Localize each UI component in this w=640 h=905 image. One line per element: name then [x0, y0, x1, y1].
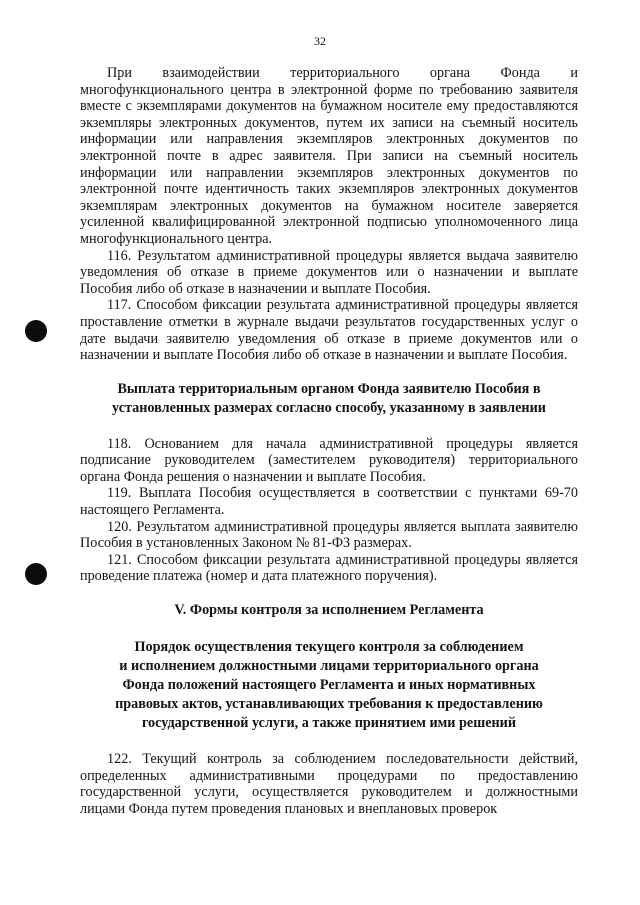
heading-line: Выплата территориальным органом Фонда заявителю Пособия в — [117, 380, 541, 397]
document-body — [80, 65, 578, 817]
heading-line: правовых актов, устанавливающих требования к предоставлению — [115, 696, 543, 713]
paragraph-116: 116. Результатом административной процедуры является выдача заявителю уведомления об отказе в приеме документов или о назначении и выплате Пособия либо об отказе в назначении и выплате Пособия. — [80, 247, 578, 297]
heading-line: Порядок осуществления текущего контроля за соблюдением — [134, 639, 524, 656]
page-number: 32 — [314, 34, 326, 48]
heading-line: Фонда положений настоящего Регламента и иных нормативных — [122, 677, 536, 694]
paragraph-mfc-electronic-copies: При взаимодействии территориального органа Фонда и многофункционального центра в электронной форме по требованию заявителя вместе с экземплярами документов на бумажном носителе ему предоставляются экземпляры электронных документов, путем их записи на съемный носитель информации или направления экземпляров электронных документов по электронной почте в адрес заявителя. При записи на съемный носитель информации или направлении экземпляров электронных документов по электронной почте идентичность таких экземпляров электронных документов экземплярам электронных документов на бумажном носителе заверяется усиленной квалифицированной электронной подписью уполномоченного лица многофункционального центра. — [80, 65, 578, 247]
binder-hole-mark — [25, 563, 47, 585]
heading-current-control — [80, 638, 578, 733]
heading-payment-of-allowance — [80, 380, 578, 418]
heading-line: и исполнением должностными лицами территориального органа — [119, 658, 539, 675]
paragraph-122: 122. Текущий контроль за соблюдением последовательности действий, определенных административными процедурами по предоставлению государственной услуги, осуществляется руководителем и должностными лицами Фонда путем проведения плановых и внеплановых проверок — [80, 751, 578, 817]
paragraph-118: 118. Основанием для начала административной процедуры является подписание руководителем (заместителем руководителя) территориального органа Фонда решения о назначении и выплате Пособия. — [80, 435, 578, 485]
paragraph-119: 119. Выплата Пособия осуществляется в соответствии с пунктами 69-70 настоящего Регламента. — [80, 485, 578, 519]
binder-hole-mark — [25, 320, 47, 342]
paragraph-120: 120. Результатом административной процедуры является выплата заявителю Пособия в установленных Законом № 81-ФЗ размерах. — [80, 518, 578, 552]
paragraph-117: 117. Способом фиксации результата административной процедуры является проставление отметки в журнале выдачи результатов государственных услуг о дате выдачи заявителю уведомления об отказе в приеме документов или о назначении и выплате Пособия либо об отказе в назначении и выплате Пособия. — [80, 297, 578, 364]
heading-line: государственной услуги, а также принятием ими решений — [141, 715, 517, 732]
heading-line: установленных размерах согласно способу, указанному в заявлении — [112, 399, 546, 416]
paragraph-121: 121. Способом фиксации результата административной процедуры является проведение платежа (номер и дата платежного поручения). — [80, 551, 578, 585]
section-v-title: V. Формы контроля за исполнением Регламента — [174, 602, 484, 619]
